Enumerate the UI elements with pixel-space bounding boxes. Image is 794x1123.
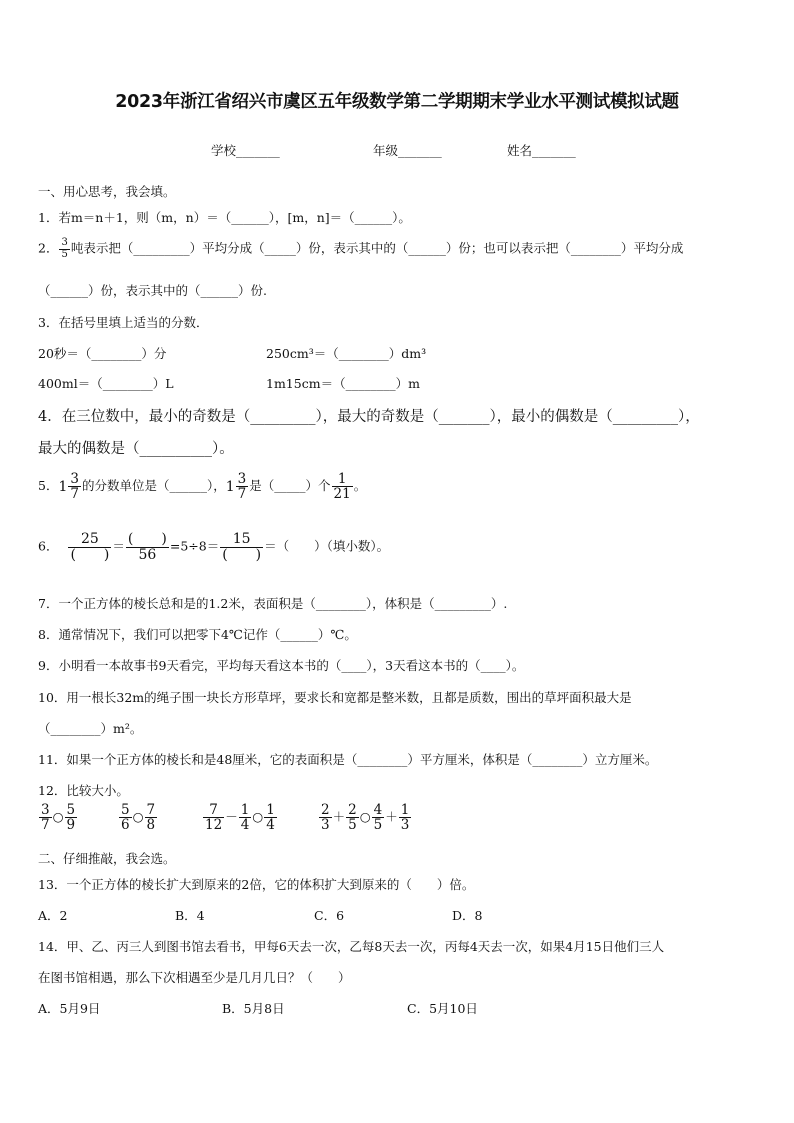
option-b[interactable]: B．5月8日: [222, 1001, 285, 1016]
question-2-text: 吨表示把（_________）平均分成（_____）份，表示其中的（______）份；也可以表示把（________）平均分成: [70, 240, 684, 256]
comparison-2: [118, 803, 158, 832]
fraction: $\frac{25}{( )}$: [70, 531, 110, 563]
minus-sign: －: [225, 809, 238, 825]
question-1: 1．若m＝n＋1，则（m，n）＝（______），[m，n]＝（______）。: [38, 210, 411, 225]
fraction: $\frac{3}{7}$: [237, 471, 247, 503]
question-9: 9．小明看一本故事书9天看完，平均每天看这本书的（____），3天看这本书的（____）。: [38, 658, 525, 673]
question-10-line-2: （________）m²。: [38, 721, 143, 736]
fraction: $\frac{3}{5}$: [61, 237, 68, 260]
fraction: $\frac{7}{8}$: [146, 802, 156, 834]
question-11: 11．如果一个正方体的棱长和是48厘米，它的表面积是（________）平方厘米，体积是（________）立方厘米。: [38, 752, 658, 767]
fraction: $\frac{1}{4}$: [266, 802, 275, 834]
question-3b: 250cm³＝（________）dm³: [266, 346, 427, 361]
question-14-line-2: 在图书馆相遇，那么下次相遇至少是几月几日？（ ）: [38, 970, 351, 985]
fraction: $\frac{3}{7}$: [70, 471, 79, 503]
option-c[interactable]: C．5月10日: [407, 1001, 478, 1016]
fraction: $\frac{( )}{56}$: [127, 531, 167, 563]
comparison-3: [202, 803, 278, 832]
fraction: $\frac{4}{5}$: [373, 802, 383, 834]
question-2-number: 2．: [38, 240, 59, 256]
option-a[interactable]: A．5月9日: [38, 1001, 101, 1016]
question-14-line-1: 14．甲、乙、丙三人到图书馆去看书，甲每6天去一次，乙每8天去一次，丙每4天去一次，如果4月15日他们三人: [38, 939, 665, 954]
question-4-line-1: 4．在三位数中，最小的奇数是（_________），最大的奇数是（_______），最小的偶数是（_________），: [38, 409, 700, 425]
fraction: $\frac{15}{( )}$: [222, 531, 262, 563]
question-8: 8．通常情况下，我们可以把零下4℃记作（______）℃。: [38, 627, 357, 642]
fraction: $\frac{2}{5}$: [348, 802, 357, 834]
plus-sign: ＋: [332, 809, 346, 825]
section-2-heading: 二、仔细推敲，我会选。: [38, 851, 176, 866]
question-6-number: 6．: [38, 538, 59, 554]
fraction: $\frac{2}{3}$: [321, 802, 330, 834]
fraction: $\frac{5}{6}$: [121, 802, 130, 834]
comparison-4: [318, 803, 412, 832]
question-7: 7．一个正方体的棱长总和是的1.2米，表面积是（________），体积是（_________）.: [38, 596, 508, 611]
question-3a: 20秒＝（________）分: [38, 346, 167, 361]
question-5: [38, 472, 366, 501]
question-13-stem: 13．一个正方体的棱长扩大到原来的2倍，它的体积扩大到原来的（ ）倍。: [38, 877, 475, 892]
compare-circle[interactable]: ○: [132, 809, 144, 825]
question-6: [38, 532, 389, 562]
fraction: $\frac{7}{12}$: [205, 802, 223, 834]
compare-circle[interactable]: ○: [359, 809, 371, 825]
fraction: $\frac{1}{4}$: [240, 802, 250, 834]
question-2-line-2: （______）份，表示其中的（______）份.: [38, 283, 267, 298]
mixed-number-whole: 1: [225, 478, 235, 495]
section-1-heading: 一、用心思考，我会填。: [38, 184, 176, 199]
plus-sign: ＋: [385, 809, 398, 825]
option-d[interactable]: D．8: [452, 908, 483, 923]
question-5-number: 5．: [38, 478, 59, 494]
question-6-tail: ＝（ ）（填小数）。: [264, 538, 390, 554]
name-field: 姓名_______: [507, 143, 576, 158]
fraction: $\frac{5}{9}$: [66, 802, 76, 834]
question-6-middle: =5÷8＝: [169, 538, 220, 554]
page-title: 2023年浙江省绍兴市虞区五年级数学第二学期期末学业水平测试模拟试题: [115, 92, 679, 112]
fraction: $\frac{1}{21}$: [333, 471, 351, 503]
fraction: $\frac{1}{3}$: [400, 802, 410, 834]
equals-sign: ＝: [112, 538, 125, 554]
question-12-stem: 12．比较大小。: [38, 783, 129, 798]
question-2-line-1: [38, 238, 683, 260]
mixed-number-whole: 1: [58, 478, 68, 495]
option-a[interactable]: A．2: [38, 908, 68, 923]
question-5-text-1: 的分数单位是（______），: [81, 478, 226, 494]
question-5-text-2: 是（_____）个: [249, 478, 331, 494]
grade-field: 年级_______: [373, 143, 442, 158]
school-field: 学校_______: [211, 143, 280, 158]
comparison-1: [38, 803, 78, 832]
question-3-stem: 3．在括号里填上适当的分数．: [38, 315, 209, 330]
question-5-text-3: 。: [353, 478, 367, 494]
question-4-line-2: 最大的偶数是（__________）。: [38, 441, 234, 457]
option-c[interactable]: C．6: [314, 908, 345, 923]
question-12-comparisons: [38, 803, 458, 847]
option-b[interactable]: B．4: [175, 908, 205, 923]
compare-circle[interactable]: ○: [52, 809, 64, 825]
question-10-line-1: 10．用一根长32m的绳子围一块长方形草坪，要求长和宽都是整米数，且都是质数，围出的草坪面积最大是: [38, 690, 632, 705]
question-3c: 400ml＝（________）L: [38, 376, 174, 391]
fraction: $\frac{3}{7}$: [41, 802, 50, 834]
question-3d: 1m15cm＝（________）m: [266, 376, 420, 391]
compare-circle[interactable]: ○: [252, 809, 264, 825]
